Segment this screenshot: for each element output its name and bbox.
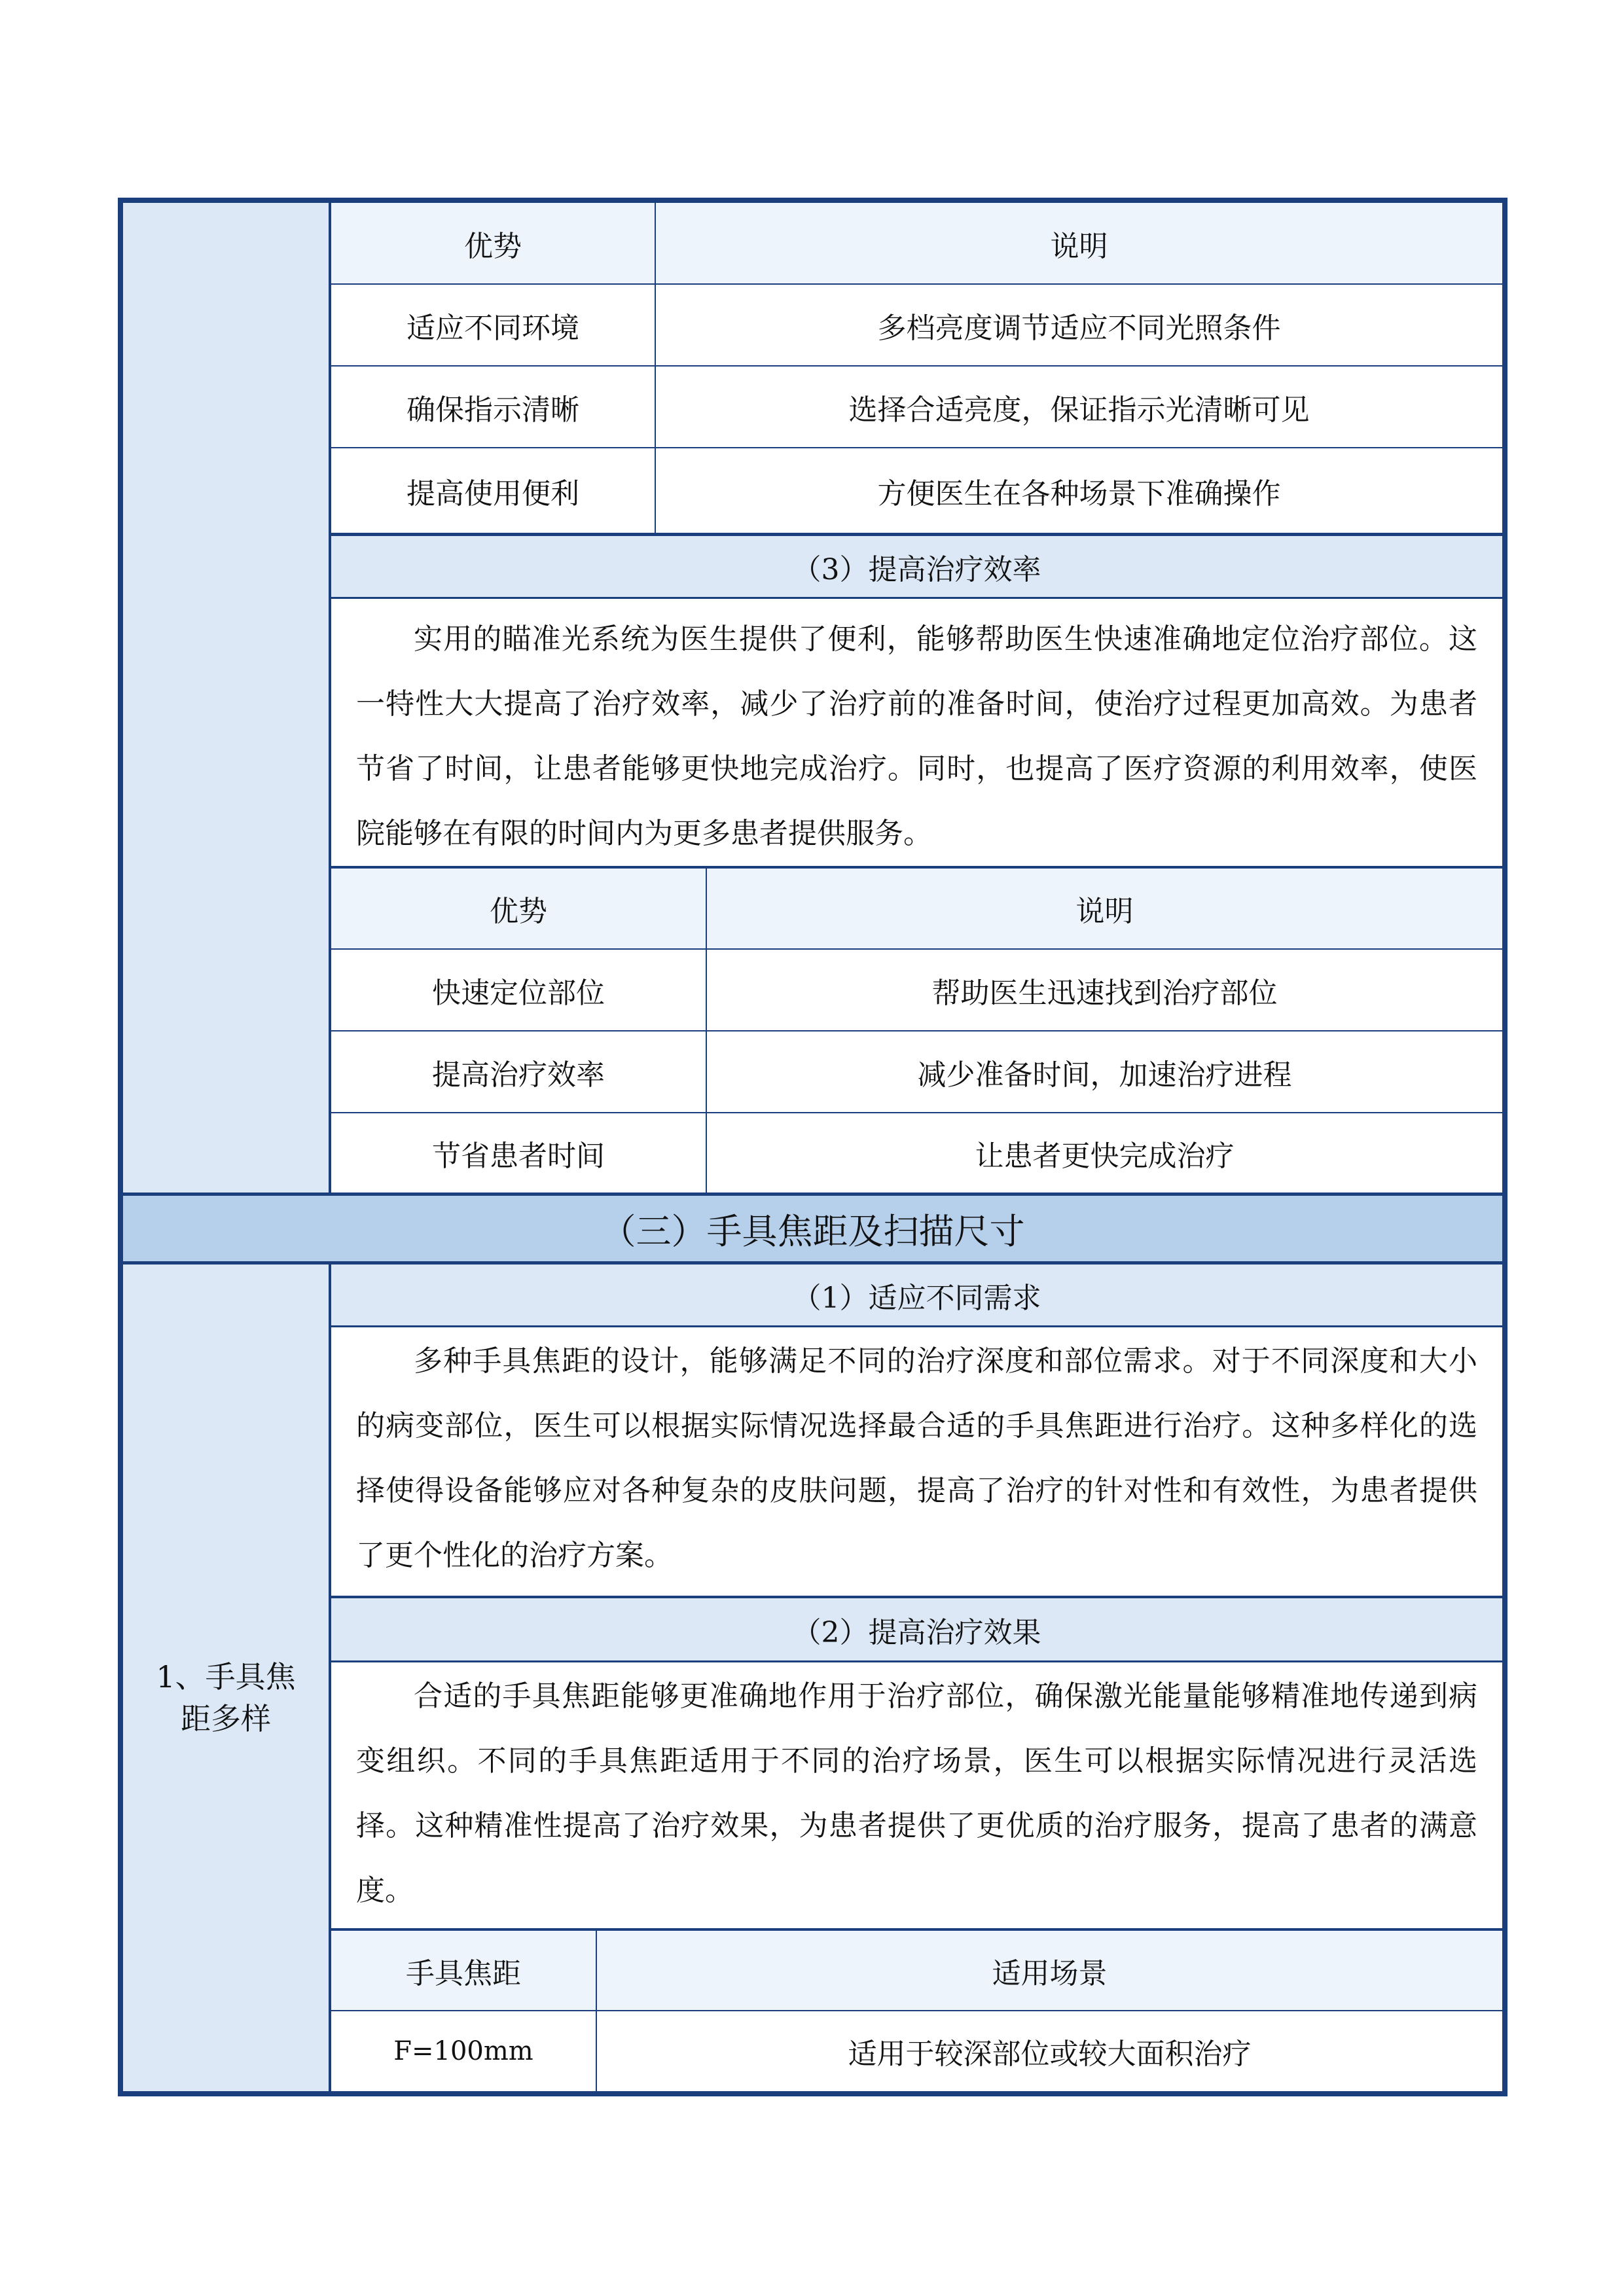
bottom-left-label-cell bbox=[123, 1265, 331, 2091]
paragraph-improve-effect: 合适的手具焦距能够更准确地作用于治疗部位，确保激光能量能够精准地传递到病变组织。不同的手具焦距适用于不同的治疗场景，医生可以根据实际情况进行灵活选择。这种精准性提高了治疗效果，为患者提供了更优质的治疗服务，提高了患者的满意度。 bbox=[356, 1679, 1477, 1907]
table2-header-advantage: 优势 bbox=[331, 869, 707, 950]
table2-header-description: 说明 bbox=[707, 869, 1502, 950]
table-brightness-advantages bbox=[331, 203, 1502, 538]
table1-row3-description: 方便医生在各种场景下准确操作 bbox=[877, 476, 1281, 511]
subheading-different-needs: （1）适应不同需求 bbox=[331, 1265, 1502, 1327]
table-focal-length-scenarios bbox=[331, 1928, 1502, 2091]
table1-header-description: 说明 bbox=[656, 203, 1502, 285]
table1-row1-description: 多档亮度调节适应不同光照条件 bbox=[656, 285, 1502, 367]
table1-header-advantage: 优势 bbox=[331, 203, 656, 285]
table2-row2-advantage: 提高治疗效率 bbox=[331, 1031, 707, 1113]
paragraph-different-needs: 多种手具焦距的设计，能够满足不同的治疗深度和部位需求。对于不同深度和大小的病变部位，医生可以根据实际情况选择最合适的手具焦距进行治疗。这种多样化的选择使得设备能够应对各种复杂的皮肤问题，提高了治疗的针对性和有效性，为患者提供了更个性化的治疗方案。 bbox=[356, 1344, 1477, 1572]
table3-row1-focal: F=100mm bbox=[331, 2011, 597, 2091]
table1-row2-description: 选择合适亮度，保证指示光清晰可见 bbox=[656, 367, 1502, 448]
table-efficiency-advantages bbox=[331, 866, 1502, 1193]
table2-row1-advantage: 快速定位部位 bbox=[331, 950, 707, 1031]
top-left-label-cell bbox=[123, 203, 331, 1193]
table1-row1-advantage: 适应不同环境 bbox=[331, 285, 656, 367]
table2-row1-description: 帮助医生迅速找到治疗部位 bbox=[707, 950, 1502, 1031]
document-table bbox=[118, 198, 1507, 2096]
table1-row2-advantage: 确保指示清晰 bbox=[331, 367, 656, 448]
subheading-improve-efficiency: （3）提高治疗效率 bbox=[331, 533, 1502, 599]
table3-row1-scenario: 适用于较深部位或较大面积治疗 bbox=[848, 2037, 1252, 2071]
table2-row3-advantage: 节省患者时间 bbox=[331, 1113, 707, 1193]
table2-row3-description: 让患者更快完成治疗 bbox=[975, 1139, 1235, 1173]
paragraph-improve-efficiency: 实用的瞄准光系统为医生提供了便利，能够帮助医生快速准确地定位治疗部位。这一特性大大提高了治疗效率，减少了治疗前的准备时间，使治疗过程更加高效。为患者节省了时间，让患者能够更快地完成治疗。同时，也提高了医疗资源的利用效率，使医院能够在有限的时间内为更多患者提供服务。 bbox=[356, 622, 1477, 850]
table2-row2-description: 减少准备时间，加速治疗进程 bbox=[707, 1031, 1502, 1113]
subheading-improve-effect: （2）提高治疗效果 bbox=[331, 1596, 1502, 1662]
table1-row3-advantage: 提高使用便利 bbox=[331, 448, 656, 533]
table3-header-scenario: 适用场景 bbox=[597, 1931, 1502, 2011]
section-title-focal-length: （三）手具焦距及扫描尺寸 bbox=[123, 1193, 1502, 1265]
table3-header-focal: 手具焦距 bbox=[331, 1931, 597, 2011]
label-handpiece-focal-variety: 1、手具焦距多样 bbox=[156, 1659, 296, 1736]
